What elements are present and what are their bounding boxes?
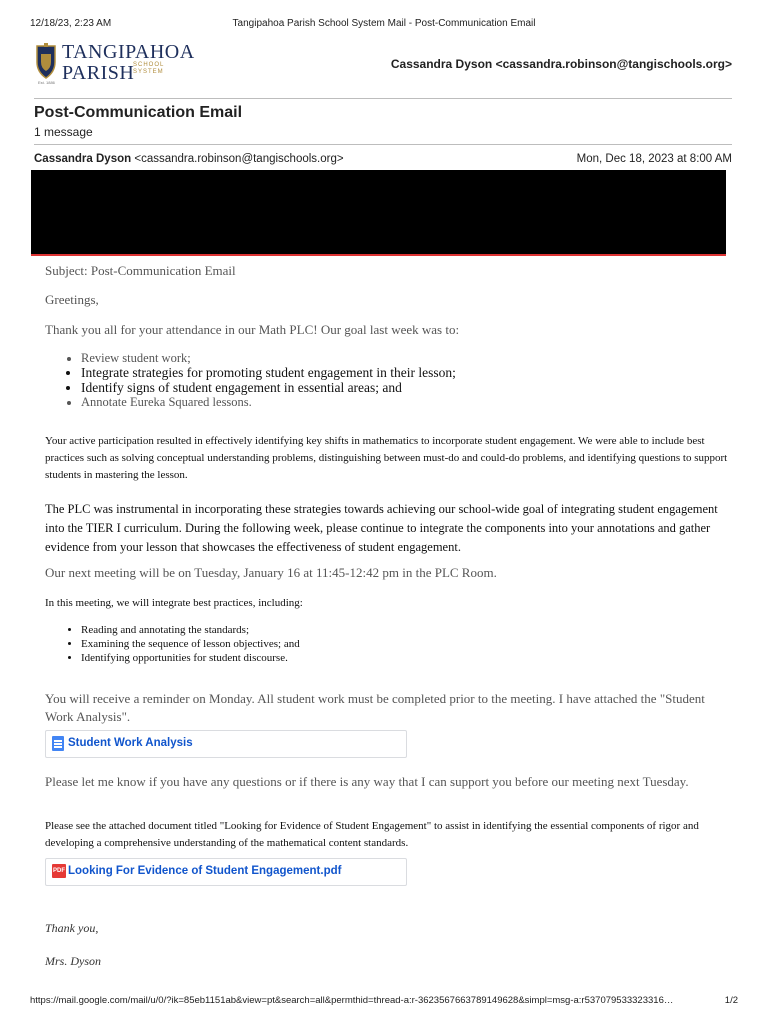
goal-item: • Identify signs of student engagement in essential areas; and xyxy=(81,380,456,395)
practice-item: • Examining the sequence of lesson objectives; and xyxy=(81,637,300,651)
body-subject-line: Subject: Post-Communication Email xyxy=(45,263,236,278)
body-intro: Thank you all for your attendance in our Math PLC! Our goal last week was to: xyxy=(45,322,460,337)
district-logo xyxy=(34,40,195,85)
logo-system: SYSTEM xyxy=(133,69,164,75)
attachment-pdf[interactable] xyxy=(45,858,407,886)
pdf-icon: PDF xyxy=(52,864,66,878)
body-questions: Please let me know if you have any questions or if there is any way that I can support you before our meeting next Tuesday. xyxy=(45,774,689,789)
signature: Mrs. Dyson xyxy=(45,954,101,968)
sender-name: Cassandra Dyson xyxy=(34,153,132,165)
logo-text xyxy=(62,42,195,83)
thread-divider xyxy=(34,144,732,145)
page-url: https://mail.google.com/mail/u/0/?ik=85eb1151ab&view=pt&search=all&permthid=thread-a:r-3623567663789149628&simpl=msg-a:r537079533323316… xyxy=(30,995,674,1006)
crest-icon xyxy=(34,42,58,82)
practices-list xyxy=(61,623,300,665)
logo-line-1: TANGIPAHOA xyxy=(62,41,195,63)
logo-line-3 xyxy=(133,62,164,76)
body-para-1: Your active participation resulted in effectively identifying key shifts in mathematics to incorporate student engagement. We were able to include best practices such as solving conceptual understanding problems, distinguishing between must-do and could-do problems, and identifying questions to support students in mastering the lesson. xyxy=(45,435,728,481)
sent-date: Mon, Dec 18, 2023 at 8:00 AM xyxy=(576,153,732,165)
attachment-link[interactable]: Looking For Evidence of Student Engagement.pdf xyxy=(68,865,342,877)
body-see-attached: Please see the attached document titled "Looking for Evidence of Student Engagement" to assist in identifying the essential components of rigor and developing a comprehensive understanding of the mathematical content standards. xyxy=(45,820,699,849)
redaction-block xyxy=(31,170,726,256)
logo-est: Est. 1886 xyxy=(38,80,55,85)
sender xyxy=(34,153,344,165)
goal-item: • Integrate strategies for promoting student engagement in their lesson; xyxy=(81,365,456,380)
print-title: Tangipahoa Parish School System Mail - Post-Communication Email xyxy=(232,18,536,29)
practice-item: • Reading and annotating the standards; xyxy=(81,623,300,637)
closing: Thank you, xyxy=(45,921,99,935)
body-in-meeting: In this meeting, we will integrate best practices, including: xyxy=(45,597,303,609)
logo-line-2: PARISH xyxy=(62,62,135,84)
page-number: 1/2 xyxy=(724,995,738,1006)
body-next-meeting: Our next meeting will be on Tuesday, January 16 at 11:45-12:42 pm in the PLC Room. xyxy=(45,565,497,580)
goals-list xyxy=(61,351,456,410)
practice-item: • Identifying opportunities for student discourse. xyxy=(81,651,300,665)
sender-email: <cassandra.robinson@tangischools.org> xyxy=(134,153,344,165)
print-datetime: 12/18/23, 2:23 AM xyxy=(30,18,112,29)
account-name: Cassandra Dyson <cassandra.robinson@tangischools.org> xyxy=(390,57,732,71)
logo-school: SCHOOL xyxy=(133,62,165,68)
body-reminder: You will receive a reminder on Monday. All student work must be completed prior to the meeting. I have attached the "Student Work Analysis". xyxy=(45,691,705,724)
goal-item: • Review student work; xyxy=(81,351,456,365)
print-header xyxy=(30,18,738,32)
thread-subject: Post-Communication Email xyxy=(34,104,243,121)
body-para-2: The PLC was instrumental in incorporating these strategies towards achieving our school-wide goal of integrating student engagement into the TIER I curriculum. During the following week, please continue to integrate the components into your annotations and gather evidence from your lesson that showcases the effectiveness of student engagement. xyxy=(45,501,718,554)
google-doc-icon xyxy=(52,736,64,751)
body-greeting: Greetings, xyxy=(45,292,99,307)
goal-item: • Annotate Eureka Squared lessons. xyxy=(81,395,456,410)
message-count: 1 message xyxy=(34,125,93,139)
attachment-student-work-analysis[interactable] xyxy=(45,730,407,758)
header-divider xyxy=(34,98,732,99)
attachment-link[interactable]: Student Work Analysis xyxy=(68,737,193,749)
